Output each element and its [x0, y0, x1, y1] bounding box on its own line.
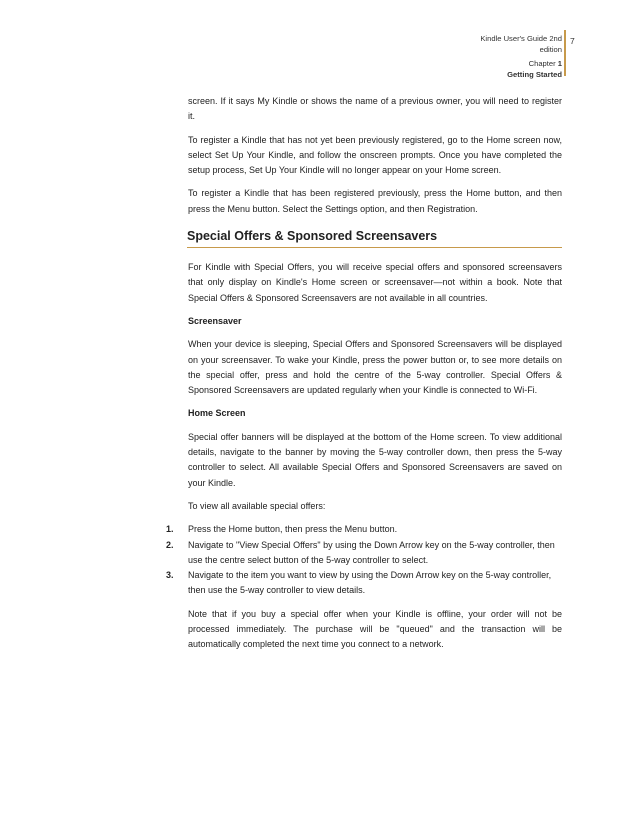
list-item	[166, 522, 562, 537]
section-heading: Special Offers & Sponsored Screensavers	[187, 229, 562, 248]
step-text: Navigate to "View Special Offers" by using the Down Arrow key on the 5-way controller, then use the centre select button of the 5-way controller to select.	[188, 539, 555, 565]
paragraph: Note that if you buy a special offer when your Kindle is offline, your order will not be processed immediately. The purchase will be "queued" and the transaction will be automatically completed the next time you connect to a network.	[188, 608, 562, 650]
steps-list	[166, 522, 562, 598]
step-text: Press the Home button, then press the Menu button.	[188, 524, 398, 535]
paragraph: For Kindle with Special Offers, you will receive special offers and sponsored screensavers that only display on Kindle's Home screen or screensaver—not within a book. Note that Special Offers & Sponsored Screensavers are not available in all countries.	[188, 262, 562, 303]
chapter-line	[480, 59, 562, 70]
paragraph: Special offer banners will be displayed at the bottom of the Home screen. To view additional details, navigate to the banner by moving the 5-way controller down, then press the 5-way controller to select. All available Special Offers and Sponsored Screensavers are saved on your Kindle.	[188, 431, 562, 488]
subheading-home-screen: Home Screen	[188, 408, 246, 419]
step-number: 2.	[166, 539, 174, 550]
list-item	[166, 568, 562, 599]
step-number: 1.	[166, 524, 174, 535]
paragraph: To view all available special offers:	[188, 500, 326, 511]
page-number: 7	[570, 36, 575, 46]
paragraph: To register a Kindle that has not yet been previously registered, go to the Home screen now, select Set Up Your Kindle, and follow the onscreen prompts. Once you have completed the setup process, Set Up Your Kindle will no longer appear on your Home screen.	[188, 134, 562, 176]
page-body	[166, 94, 562, 661]
list-item	[166, 538, 562, 569]
running-header	[480, 34, 562, 80]
chapter-title: Getting Started	[507, 69, 562, 79]
guide-title-line1: Kindle User's Guide 2nd	[480, 34, 562, 43]
step-number: 3.	[166, 570, 174, 581]
chapter-label: Chapter	[528, 59, 556, 68]
chapter-number: 1	[557, 59, 562, 68]
header-divider	[564, 30, 566, 76]
guide-title-line2: edition	[539, 44, 562, 54]
paragraph: To register a Kindle that has been registered previously, press the Home button, and then press the Menu button. Select the Settings option, and then Registration.	[188, 188, 562, 214]
step-text: Navigate to the item you want to view by using the Down Arrow key on the 5-way controller, then use the 5-way controller to view details.	[188, 570, 552, 596]
subheading-screensaver: Screensaver	[188, 315, 242, 326]
paragraph: screen. If it says My Kindle or shows the name of a previous owner, you will need to register it.	[188, 96, 562, 122]
paragraph: When your device is sleeping, Special Offers and Sponsored Screensavers will be displayed on your screensaver. To wake your Kindle, press the power button or, to see more details on the special offer, press and hold the centre of the 5-way controller. Special Offers & Sponsored Screensavers are updated regularly when your Kindle is connected to Wi-Fi.	[188, 339, 562, 396]
